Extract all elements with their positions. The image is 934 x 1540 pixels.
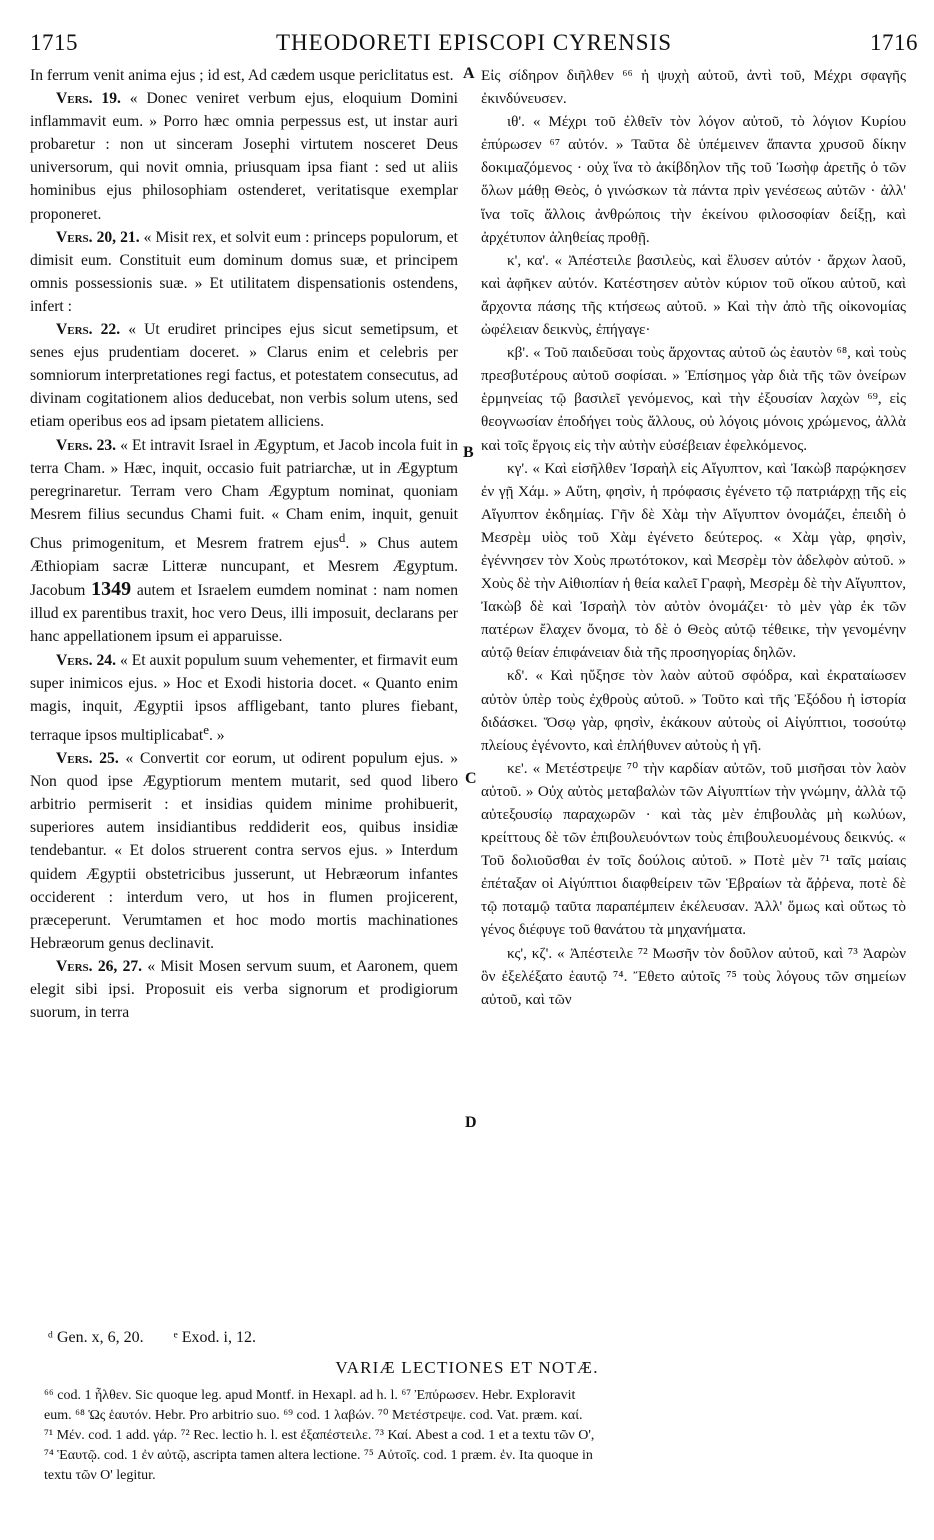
greek-paragraph: κβ'. « Τοῦ παιδεῦσαι τοὺς ἄρχοντας αὐτοῦ ὡς ἑαυτὸν ⁶⁸, καὶ τοὺς πρεσβυτέρους αὐτοῦ σοφίσαι. » Ἐπίσημος γὰρ διὰ τῆς τῶν ὀνείρων ἑρμηνείας τῷ βασιλεῖ γενόμενος, καὶ τὴν ἐξουσίαν λαχὼν ⁶⁹, εἰς θεογνωσίαν ἐποδήγει τοὺς ἄλλους, οὐ λόγοις μόνοις χρώμενος, ἀλλὰ καὶ τοῖς ἔργοις εἰς τὴν αὐτὴν εὐσέβειαν ἐφελκόμενος. <box>481 344 906 454</box>
greek-paragraph: Εἰς σίδηρον διῆλθεν ⁶⁶ ἡ ψυχὴ αὐτοῦ, ἀντὶ τοῦ, Μέχρι σφαγῆς ἐκινδύνευσεν. <box>481 67 906 108</box>
latin-text: autem et Israelem eumdem nominat : nam nomen illud ex parentibus traxit, hoc vero Deus, illi imposuit, declarans per hanc appellationem ipsum ei apparuisse. <box>30 582 459 646</box>
verse-label: Vers. 22. <box>56 321 121 339</box>
latin-text: « Et auxit populum suum vehementer, et firmavit eum super inimicos ejus. » Hoc et Exodi historia docet. « Quanto enim magis, inquit, Ægyptii ipsos affligebant, tanto plures fiebant, terraque ipsos multiplicabat <box>30 651 458 744</box>
section-marker-a: A <box>463 65 475 82</box>
verse-label: Vers. 26, 27. <box>56 957 143 975</box>
section-marker-c: C <box>465 770 477 787</box>
section-marker-b: B <box>463 444 474 461</box>
latin-column <box>30 64 458 1024</box>
latin-text: « Et intravit Israel in Ægyptum, et Jacob incola fuit in terra Cham. » Hæc, inquit, occasio fuit patriarchæ, ut in Ægyptum peregrinaretur. Terram vero Cham Ægyptum nominat, quoniam Mesrem filius secundus Chami fuit. « Cham enim, inquit, genuit Chus primogenitum, et Mesrem fratrem ejus <box>30 436 458 553</box>
latin-paragraph <box>30 87 458 226</box>
greek-paragraph: κε'. « Μετέστρεψε ⁷⁰ τὴν καρδίαν αὐτῶν, τοῦ μισῆσαι τὸν λαὸν αὐτοῦ. » Οὐχ αὐτὸς μεταβαλὼν τῶν Αἰγυπτίων τὴν γνώμην, ἀλλὰ τῷ αὐτεξουσίῳ παραχωρῶν · καὶ τὰς μὲν ἐπιβουλὰς μὴ κωλύων, κρείττους δὲ τῶν ἐπιβουλευόντων τοὺς ἐπιβουλευομένους δεικνύς. « Τοῦ δολιοῦσθαι ἐν τοῖς δούλοις αὐτοῦ. » Ποτὲ μὲν ⁷¹ ταῖς μαίαις ἐπέταξαν οἱ Αἰγύπτιοι διαφθείρειν τῶν Ἑβραίων τὰ ἄῤῥενα, ποτὲ δὲ τῷ ποταμῷ ταῦτα παραπέμπειν ἐκέλευσαν. Ἀλλ' ὅμως καὶ οὕτως τὸ γένος διέφυγε τοῦ θανάτου τὰ μηχανήματα. <box>481 759 906 939</box>
latin-text: « Ut erudiret principes ejus sicut semetipsum, et senes ejus prudentiam doceret. » Clarus enim et celebris per somniorum interpretationes regi factus, et potestatem consecutus, ad divinam cogitationem alios deducebat, non verbis solum utens, sed etiam operibus eos ad ipsam pietatem alliciens. <box>30 321 459 431</box>
running-title: THEODORETI EPISCOPI CYRENSIS <box>275 30 673 55</box>
verse-label: Vers. 23. <box>56 436 117 454</box>
greek-paragraph: κγ'. « Καὶ εἰσῆλθεν Ἰσραὴλ εἰς Αἴγυπτον, καὶ Ἰακὼβ παρῴκησεν ἐν γῇ Χάμ. » Αὕτη, φησὶν, ἡ πρόφασις ἐγένετο τῷ πατριάρχῃ τῆς εἰς Αἴγυπτον ἐκδημίας. Γῆν δὲ Χὰμ τὴν Αἴγυπτον ὀνομάζει, ἐπειδὴ ὁ Μεσρὲμ υἱὸς τοῦ Χὰμ ἐγένετο δεύτερος. « Χὰμ γὰρ, φησὶν, ἐγέννησεν τὸν Χοὺς πρωτότοκον, καὶ Μεσρὲμ τὸν ἀδελφὸν αὐτοῦ. » Χοὺς δὲ τὴν Αἰθιοπίαν ἡ θεία καλεῖ Γραφὴ, Μεσρὲμ δὲ τὴν Αἴγυπτον, Ἰακὼβ δὲ καὶ Ἰσραὴλ τὸν αὐτὸν ὀνομάζει· τὸ μὲν γὰρ ἐκ τῶν πατέρων ἔλαχεν ὄνομα, τὸ δὲ ὁ Θεὸς αὐτῷ τέθεικε, τὴν γενομένην αὐτῷ θείαν ἐπιφάνειαν διὰ τῆς προσηγορίας δηλῶν. <box>481 459 906 662</box>
footnotes <box>48 1329 282 1347</box>
latin-paragraph <box>30 747 458 955</box>
verse-label: Vers. 20, 21. <box>56 228 140 246</box>
greek-paragraph: κδ'. « Καὶ ηὔξησε τὸν λαὸν αὐτοῦ σφόδρα, καὶ ἐκραταίωσεν αὐτὸν ὑπὲρ τοὺς ἐχθροὺς αὐτοῦ. » Τοῦτο καὶ τῆς Ἐξόδου ἡ ἱστορία διδάσκει. Ὅσῳ γὰρ, φησὶν, ἐκάκουν αὐτοὺς οἱ Αἰγύπτιοι, τοσούτῳ πλείους ἐγένοντο, καὶ ἐπλήθυνεν αὐτοὺς ἡ γῆ. <box>481 667 906 754</box>
footnote-ref: d <box>338 529 346 545</box>
latin-text: « Convertit cor eorum, ut odirent populum ejus. » Non quod ipse Ægyptiorum mentem mutarit, sed quod libero arbitrio permiserit : et insidias quidem minime prohibuerit, superiores autem insidiantibus reddiderit eos, quibus insidiæ tendebantur. « Et dolos struerent contra servos ejus. » Interdum quidem Ægyptii obstetricibus jusserunt, ut Hebræorum infantes occiderent : interdum vero, ut hos in flumen projicerent, præceperunt. Verumtamen et hoc modo mortis machinationes Hebræorum genus declinavit. <box>30 750 458 952</box>
note-line: eum. ⁶⁸ Ὡς ἑαυτόν. Hebr. Pro arbitrio suo. ⁶⁹ cod. 1 λαβών. ⁷⁰ Μετέστρεψε. cod. Vat. præm. καί. <box>44 1408 583 1423</box>
note-line: textu τῶν Ο' legitur. <box>44 1468 156 1483</box>
column-number: 1349 <box>91 578 132 601</box>
note-line: ⁷¹ Μέν. cod. 1 add. γάρ. ⁷² Rec. lectio h. l. est ἐξαπέστειλε. ⁷³ Καί. Abest a cod. 1 et a textu τῶν Ο', <box>44 1428 595 1443</box>
verse-label: Vers. 24. <box>56 651 117 669</box>
variant-notes <box>44 1386 906 1486</box>
note-line: ⁶⁶ cod. 1 ἦλθεν. Sic quoque leg. apud Montf. in Hexapl. ad h. l. ⁶⁷ Ἐπύρωσεν. Hebr. Exploravit <box>44 1388 576 1403</box>
greek-column <box>481 64 906 1011</box>
page-number-right: 1716 <box>870 30 918 55</box>
latin-paragraph <box>30 434 458 649</box>
notes-title: VARIÆ LECTIONES ET NOTÆ. <box>335 1358 599 1377</box>
verse-label: Vers. 25. <box>56 750 119 768</box>
footnote: ᵈ Gen. x, 6, 20. <box>48 1329 144 1346</box>
latin-text: « Donec veniret verbum ejus, eloquium Domini inflammavit eum. » Porro hæc omnia perpessus est, ut instar auri probaretur : non ut sinceram Josephi virtutem nosceret Deus universorum, qui novit omnia, priusquam ipsa fiant : sed ut aliis hominibus ejus philosophiam ostenderet, veritatisque exemplar proponeret. <box>30 90 458 223</box>
latin-paragraph <box>30 226 458 318</box>
page-header <box>30 30 918 60</box>
verse-label: Vers. 19. <box>56 90 121 108</box>
greek-paragraph: κ', κα'. « Ἀπέστειλε βασιλεὺς, καὶ ἔλυσεν αὐτόν · ἄρχων λαοῦ, καὶ ἀφῆκεν αὐτόν. Κατέστησεν αὐτὸν κύριον τοῦ οἴκου αὐτοῦ, καὶ ἄρχοντα πάσης τῆς κτήσεως αὐτοῦ. » Καὶ τὴν ἀπὸ τῆς οἰκονομίας ὠφέλειαν δεικνὺς, ἐπήγαγε· <box>481 251 906 339</box>
latin-paragraph <box>30 649 458 748</box>
latin-paragraph <box>30 955 458 1024</box>
section-marker-d: D <box>465 1114 477 1131</box>
footnote-ref: e <box>203 721 209 737</box>
page-number-left: 1715 <box>30 30 78 55</box>
latin-text: . » <box>209 727 225 744</box>
latin-paragraph: In ferrum venit anima ejus ; id est, Ad cædem usque periclitatus est. <box>30 67 454 84</box>
latin-paragraph <box>30 318 458 433</box>
greek-paragraph: κς', κζ'. « Ἀπέστειλε ⁷² Μωσῆν τὸν δοῦλον αὐτοῦ, καὶ ⁷³ Ἀαρὼν ὃν ἐξελέξατο ἑαυτῷ ⁷⁴. Ἔθετο αὐτοῖς ⁷⁵ τοὺς λόγους τῶν σημείων αὐτοῦ, καὶ τῶν <box>481 944 906 1008</box>
latin-text: « Misit Mosen servum suum, et Aaronem, quem elegit sibi ipsi. Proposuit eis verba signorum et prodigiorum suorum, in terra <box>30 957 458 1022</box>
footnote: ᵉ Exod. i, 12. <box>173 1329 256 1346</box>
note-line: ⁷⁴ Ἑαυτῷ. cod. 1 ἐν αὐτῷ, ascripta tamen altera lectione. ⁷⁵ Αὐτοῖς. cod. 1 præm. ἐν. Ita quoque in <box>44 1448 593 1463</box>
greek-paragraph: ιθ'. « Μέχρι τοῦ ἐλθεῖν τὸν λόγον αὐτοῦ, τὸ λόγιον Κυρίου ἐπύρωσεν ⁶⁷ αὐτόν. » Ταῦτα δὲ ὑπέμεινεν ἅπαντα χρυσοῦ δίκην δοκιμαζόμενος · οὐχ ἵνα τὸ ἀκίβδηλον τῆς τοῦ Ἰωσὴφ ἀρετῆς ὁ τῶν ὅλων μάθῃ Θεὸς, ὁ γινώσκων τὰ πάντα πρὶν γενέσεως αὐτῶν · ἀλλ' ἵνα τοῖς ἄλλοις ἀνθρώποις τὴν ἐκείνου φιλοσοφίαν δείξῃ, καὶ ἀρχέτυπον ἀληθείας προθῇ. <box>481 113 906 246</box>
latin-text: « Misit rex, et solvit eum : princeps populorum, et dimisit eum. Constituit eum dominum domus suæ, et principem omnis possessionis suæ. » Et utilitatem dispensationis ostendens, infert : <box>30 228 458 315</box>
latin-text: . » Chus autem Æthiopiam sacræ Litteræ nuncupant, et Mesrem Ægyptum. Jacobum <box>30 535 458 600</box>
